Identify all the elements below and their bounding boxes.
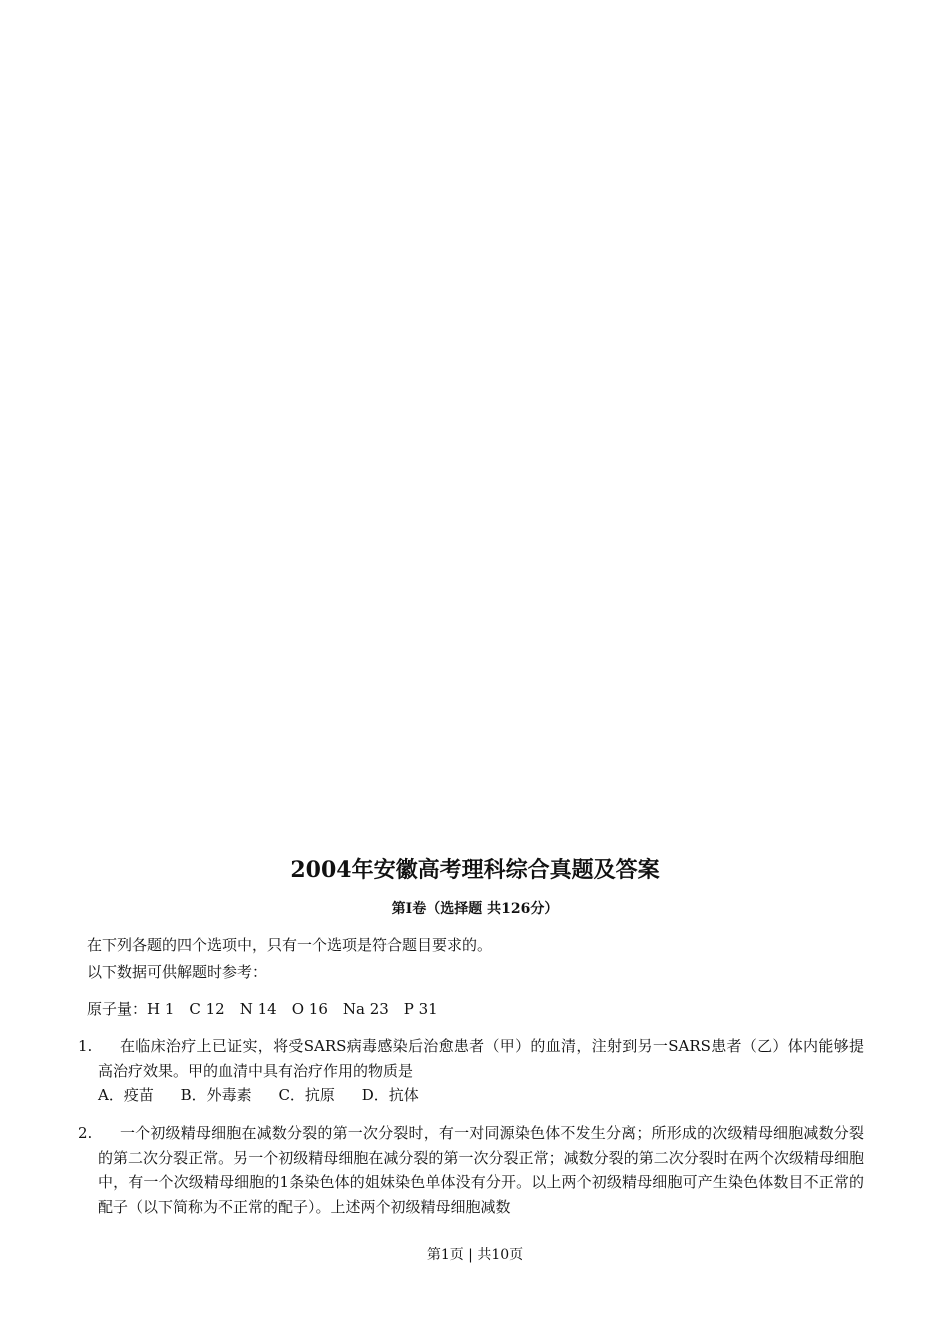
option-b: B．外毒素 <box>180 1086 252 1104</box>
question-number: 1. <box>78 1037 93 1055</box>
question-number: 2. <box>78 1124 93 1142</box>
question-2 <box>78 1121 864 1219</box>
reference-data-line: 以下数据可供解题时参考： <box>87 963 268 981</box>
option-d: D．抗体 <box>361 1086 419 1104</box>
section-subtitle: 第Ⅰ卷（选择题 共126分） <box>391 901 559 917</box>
question-options <box>78 1083 864 1108</box>
option-a: A．疫苗 <box>98 1086 154 1104</box>
document-title: 2004年安徽高考理科综合真题及答案 <box>290 857 660 883</box>
instructions-line: 在下列各题的四个选项中，只有一个选项是符合题目要求的。 <box>87 936 493 954</box>
atomic-mass-line: 原子量：H 1 C 12 N 14 O 16 Na 23 P 31 <box>87 1000 438 1018</box>
option-c: C．抗原 <box>278 1086 335 1104</box>
question-1 <box>78 1034 864 1108</box>
question-text: 一个初级精母细胞在减数分裂的第一次分裂时，有一对同源染色体不发生分离；所形成的次级精母细胞减数分裂的第二次分裂正常。另一个初级精母细胞在减分裂的第一次分裂正常；减数分裂的第二次分裂时在两个次级精母细胞中，有一个次级精母细胞的1条染色体的姐妹染色单体没有分开。以上两个初级精母细胞可产生染色体数目不正常的配子（以下简称为不正常的配子）。上述两个初级精母细胞减数 <box>98 1124 864 1216</box>
question-text: 在临床治疗上已证实，将受SARS病毒感染后治愈患者（甲）的血清，注射到另一SARS患者（乙）体内能够提高治疗效果。甲的血清中具有治疗作用的物质是 <box>98 1037 864 1080</box>
page-footer: 第1页 | 共10页 <box>426 1247 524 1263</box>
